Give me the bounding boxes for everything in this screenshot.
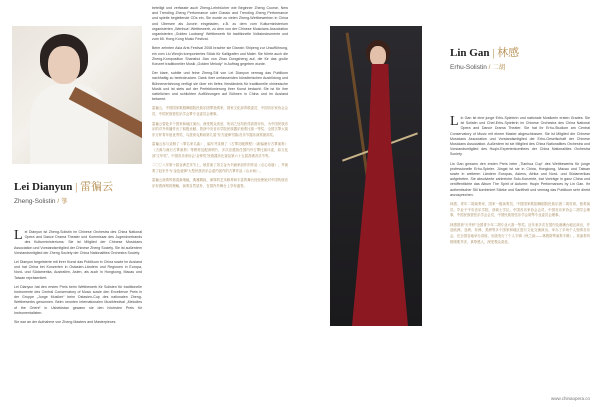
bio-paragraph-cn: 林感曾获“天华杯”全国青少年二胡专业大赛一等奖。近年来多次在国内及港澳台地区演出，并赴欧洲、亚洲、非洲、美洲等多个国家和地区进行文化交流演出。举办了多场个人独奏音乐会，在全国各地举办讲座，出版发行了个人专辑《秋之韵——林感胡琴演奏专辑》。其演奏风格刚柔并济，真挚感人，深受观众喜爱。 [450,222,590,244]
artist-instrument-cn: 箏 [61,198,68,205]
bio-paragraph-cn: 林感，青年二胡演奏家，国家一级演奏员，中国国家歌剧舞剧院民族乐团二胡首席、独奏演员。毕业于中央音乐学院，获硕士学位。中国音乐家协会会员，中国音乐家协会二胡学会理事，中国民族管弦乐学会会员，中国民族管弦乐学会胡琴专业委员会理事。 [450,202,590,218]
bio-paragraph-cn: 雷徧云参与录制了《箏名家名曲》，编写并录制了《古箏初级教程》《新编流行古箏演奏》《古典与流行古箏演奏》等教材及配套唱片，多次应邀担任国内外古箏比赛评委，如文化部“文华奖”、中国音乐家协会“金钟奖”民族器乐比赛及第六十五届香港音乐节等。 [152,142,288,158]
artist-instrument: Erhu-Solistin [450,64,487,71]
bio-paragraph: Der klare, subtile und feine Zheng-Stil von Lei Dianyun vermag das Publikum nachhaltig zu beeindrucken. Dank ihrer umfassenden künstlerischen Ausbildung und Bühnenerfahrung verfügt sie über ein tiefes Verständnis für traditionelle chinesische Musik und ist stets auf der Perfektionierung ihrer Kunst bedacht. Sie ist für ihre natürlichen und schlichten Aufführungen auf Bühnen in China und im Ausland bekannt. [152,71,288,102]
artist-instrument-cn: 二胡 [492,64,506,71]
bio-paragraph: Lin Gan ist eine junge Erhu-Spielerin und nationale Musikerin ersten Grades. Sie ist Solistin und Chef-Erhu-Spielerin im Chinese Orchestra des China National Opera and Dance Drama Theater. Sie hat ihr Erhu-Studium am Central Conservatory of Music mit einem Master abgeschlossen. Sie ist Mitglied der Chinese Musicians Association und Vorstandsmitglied der Erhu-Gesellschaft der Chinese Musicians Association. Außerdem ist sie Mitglied des China Nationalities Orchestra und Vorstandsmitglied des Huqin-Expertenkomitees der China Nationalities Orchestra Society. [450,114,590,157]
bio-paragraph-cn: 二〇〇八年第十届亚洲艺术节上，她首演了刘文金为书画家创作的作品《点心诗朋》，并演奏了赵东升为“金色旋律”大型民族音乐会委约创作的古箏作品《山水间》。 [152,163,288,173]
footer-url: www.chinaopera.cn [550,396,590,401]
left-artist-heading: Lei Dianyun | 雷徧云 Zheng-Solistin / 箏 [14,181,114,205]
bio-paragraph-cn: 雷徧云曾赴多个国家和地区演出，深受观众喜爱，所到之处均获得高度评价，为中国民族音乐的对外传播作出了积极贡献。曾获中央音乐学院民族器乐独奏比赛一等奖、全国古箏大赛东方杯青年组优秀奖、乌兹别克斯坦第九届“东方旋律”国际音乐节器乐演奏最高奖。 [152,121,288,137]
bio-paragraph: beteiligt und verfasste auch Zheng-Lehrbücher wie Beginner Zheng Course, New and Trending Zheng Performance oder Classic and Trending Zheng Performance und spielte begleitende CDs ein. Sie wurde zu vielen Zheng-Wettbewerben in China und Übersee als Jurorin eingeladen, z.B. zu dem vom Kulturministerium organisierten „Wenhua“-Wettbewerb, zu dem von der Chinese Musicians Association organisierten „Golden Luobang“ Wettbewerb für traditionelle Volksinstrumente und zum 65. Hong Kong Music Festival. [152,6,288,42]
bio-paragraph: Lei Dianyun ist Zheng-Solistin im Chinese Orchestra des China National Opera and Dance Drama Theater und Kommissar des Jugendverbands des Kulturministeriums. Sie ist Mitglied der Chinese Musicians Association und Vorstandsmitglied der Chinese Zheng Society. Sie ist außerdem Vorstandsmitglied der Zheng Society der China Nationalities Orchestra Society. [14,228,142,255]
bio-paragraph-cn: 雷徧云演奏风格清新细腻，典雅精致，深厚的艺术修养和丰富的舞台经验使她对中国传统音乐有着深刻的理解，演奏自然质朴，在国内外舞台上享有盛誉。 [152,178,288,188]
right-page [300,0,600,407]
right-bio-column [450,116,590,249]
dropcap-letter: L [14,228,23,243]
artist-name: Lin Gan [450,47,490,59]
bio-paragraph-cn: 雷徧云，中国国家歌剧舞剧院民族乐团箏独奏家，国家文化部青联委员，中国音乐家协会会员，中国民族管弦乐学会箏专业委员会理事。 [152,106,288,117]
artist-name: Lei Dianyun [14,181,73,193]
artist-name-cn: 雷徧云 [80,181,114,193]
left-bio-column-2 [152,6,288,194]
lei-dianyun-photo [12,26,142,164]
bio-paragraph: Beim zehnten Asia Arts Festival 2008 brachte sie Dianxin Shipeng zur Uraufführung, ein vom Liu Wenjin komponiertes Stück für Kalligrafen und Maler. Sie führte auch die Zheng-Komposition Shanshui Jian von Zhao Dongsheng auf, die für das große Konzert traditioneller Musik „Golden Melody“ in Auftrag gegeben wurde. [152,46,288,67]
bio-paragraph: Lei Dianyun begeisterte mit ihrer Kunst das Publikum in China sowie im Ausland und hat China bei Konzerten in Ostasien-Ländern und Regionen in Europa, Nord- und Südamerika, Australien, Asien, als auch in Hongkong, Macau und Taiwan repräsentiert. [14,260,142,280]
bio-paragraph: Sie war an der Aufnahme von Zheng Masters and Masterpieces [14,320,116,325]
artist-name-cn: 林感 [497,47,520,59]
lin-gan-photo [330,26,422,326]
artist-instrument: Zheng-Solistin [14,198,56,205]
left-bio-column-1 [14,230,142,329]
bio-paragraph: Lin Gan gewann den ersten Preis beim „Tianhua Cup“ des Wettbewerbs für junge professionelle Erhu-Spieler. Jüngst ist sie in China, Hongkong, Macau und Taiwan sowie in weiteren Ländern Europas, Asiens, Afrika und Nord- und Südamerikas aufgetreten. Sie absolvierte zahlreiche Solo-Konzerte, trat Vorträge in ganz China und veröffentlichte das Album The Spirit of Autumn: Huqin Performances by Lin Gan. Ihr authentischer Stil kombiniert Stärke und Sanftheit und vermag das Publikum sehr direkt anzusprechen. [450,161,590,197]
dropcap-letter: L [450,114,459,129]
bio-paragraph: Lei Dianyun hat den ersten Preis beim Wettbewerb für Solisten für traditionelle Instrumente des Central Conservatory of Music sowie den Excellence Preis in der Gruppe „Junge Musiker“ beim Ostasien-Cup des nationalen Zheng-Wettbewerbs gewonnen. Beim neunten internationalen Musikfestival „Melodies of the Orient“ in Usbekistan gewann sie den höchsten Preis für Instrumentalisten. [14,284,142,315]
right-artist-heading: Lin Gan | 林感 Erhu-Solistin / 二胡 [450,47,520,71]
